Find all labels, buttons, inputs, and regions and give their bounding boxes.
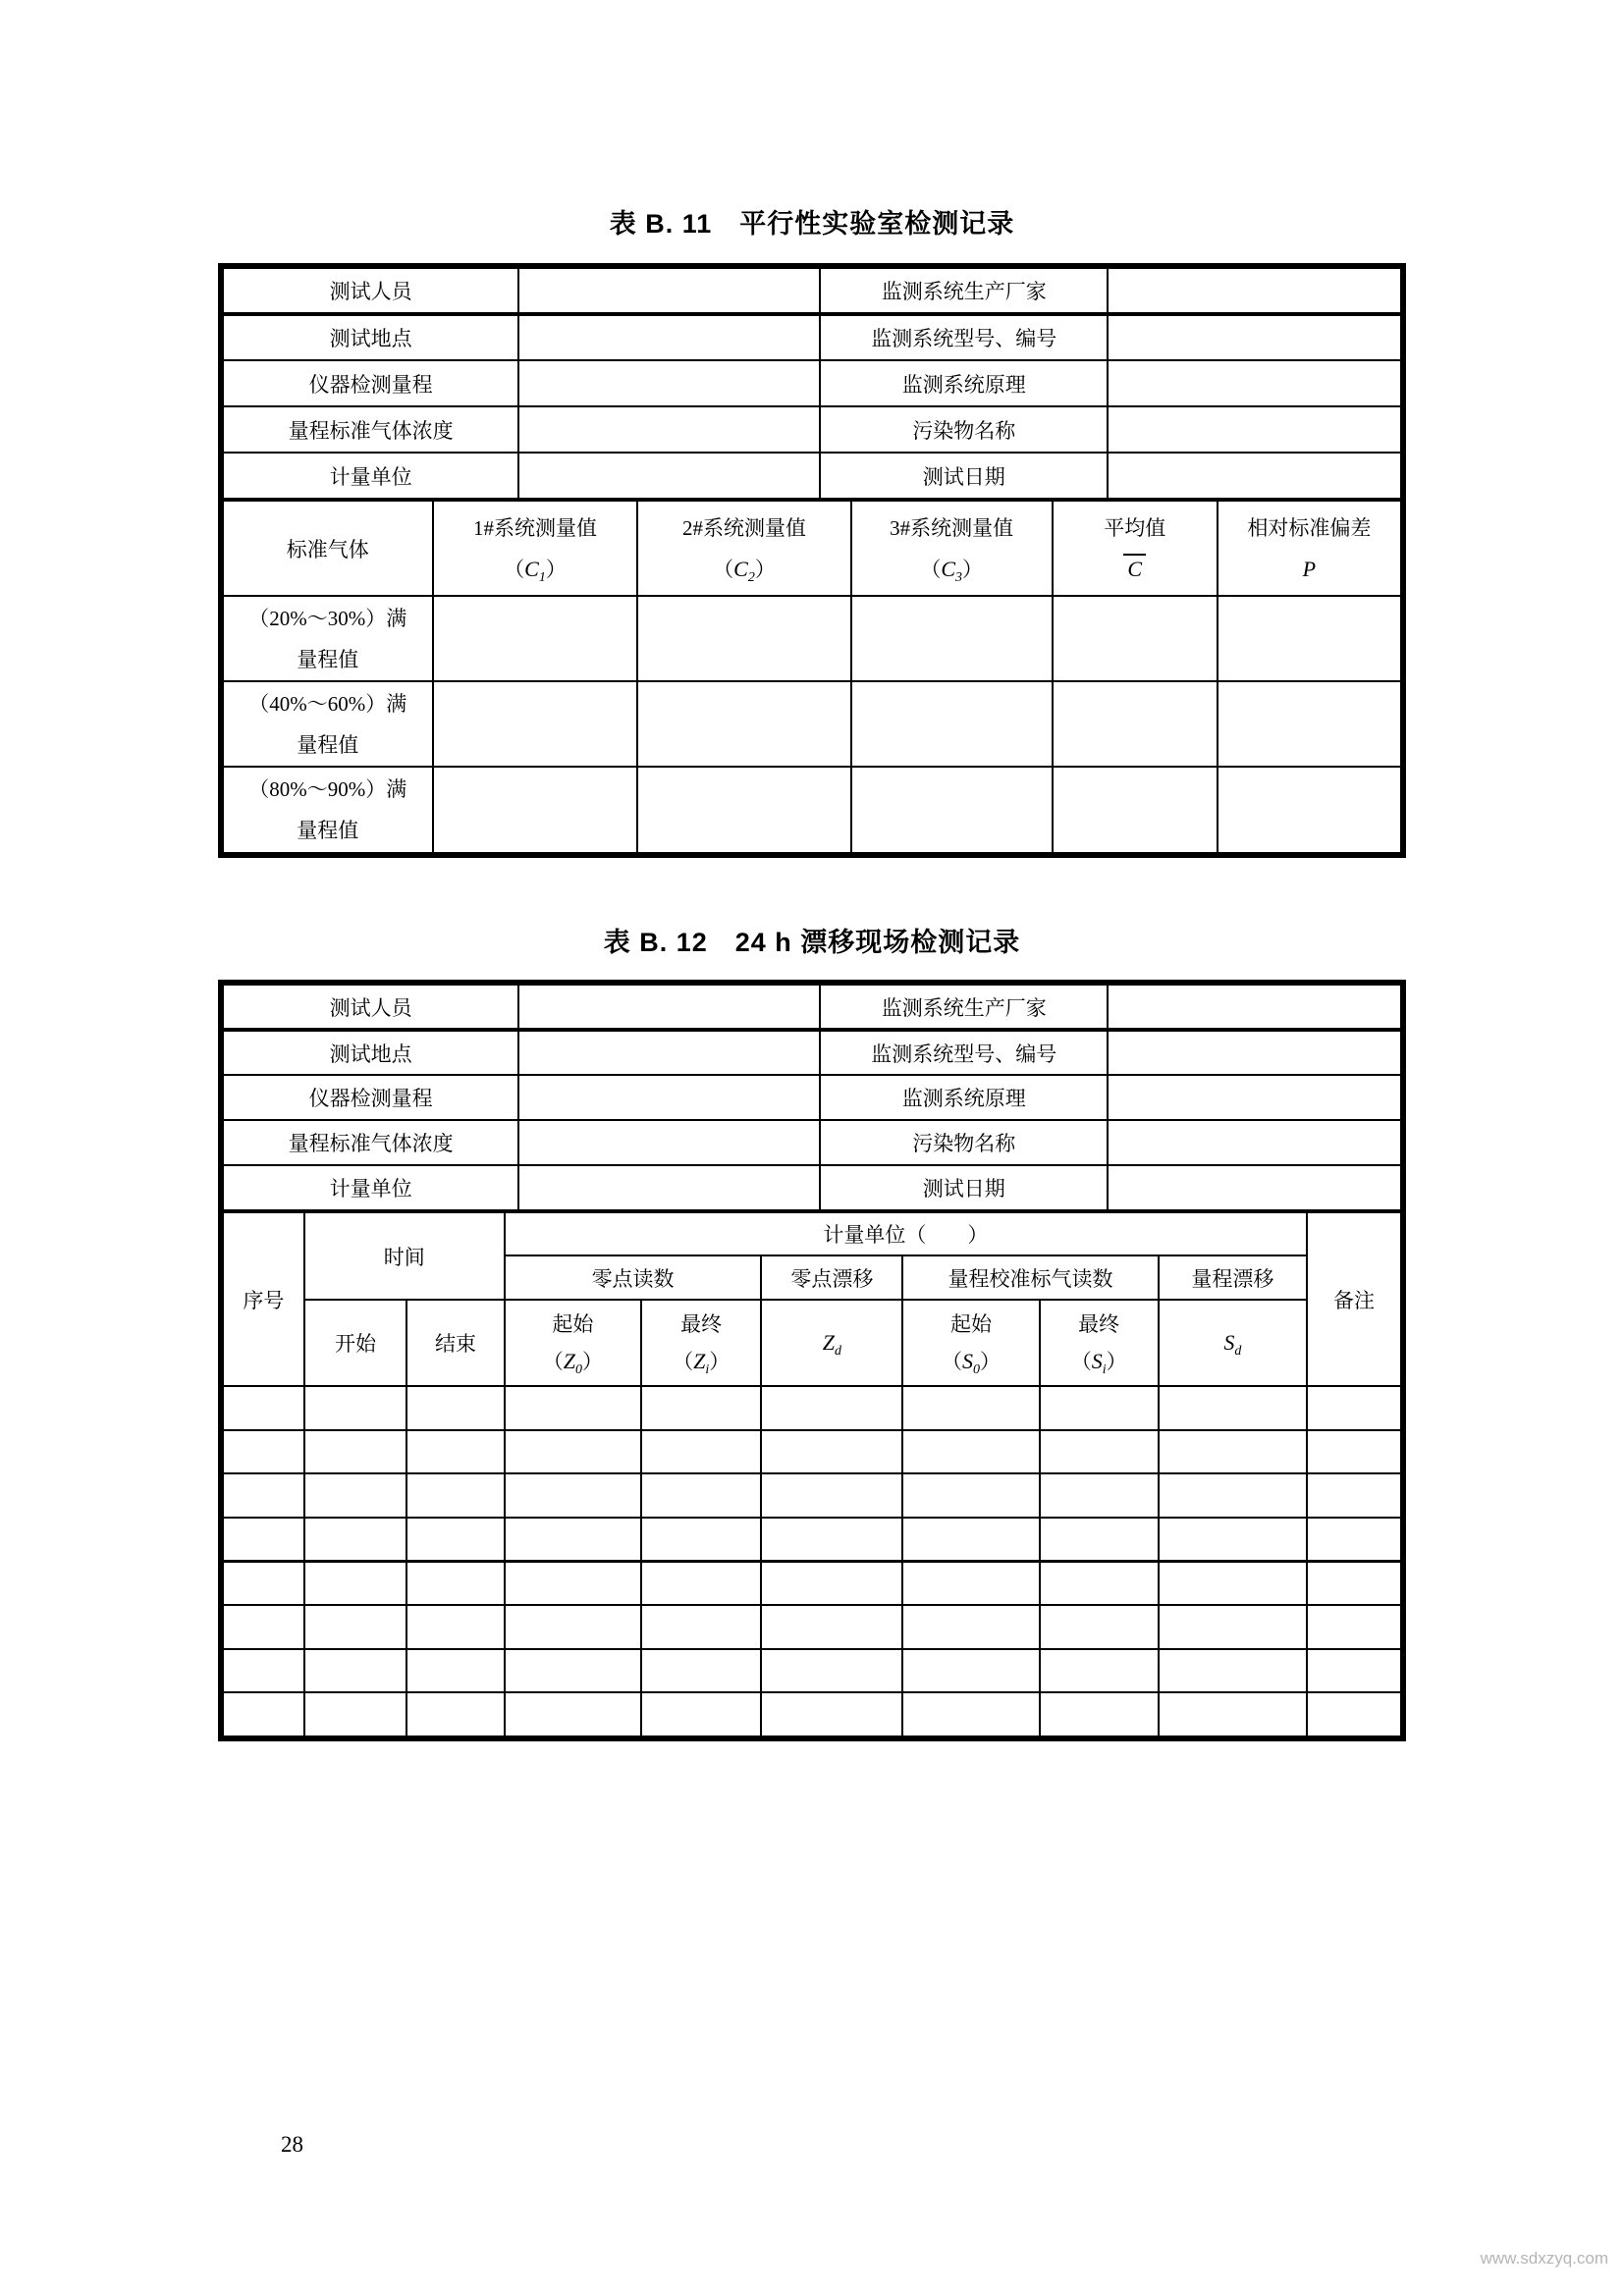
table-row xyxy=(223,1030,1401,1075)
empty-cell xyxy=(505,1649,641,1693)
empty-cell xyxy=(505,1473,641,1518)
empty-cell xyxy=(406,1649,505,1693)
empty-cell xyxy=(304,1561,406,1605)
info-value-cell xyxy=(518,1165,820,1210)
info-value-cell xyxy=(518,268,820,314)
empty-cell xyxy=(223,1561,304,1605)
empty-cell xyxy=(505,1561,641,1605)
info-label-cell: 测试日期 xyxy=(820,1165,1108,1210)
empty-cell xyxy=(1307,1473,1401,1518)
header-cell-time: 时间 xyxy=(304,1212,505,1300)
empty-cell xyxy=(637,596,850,681)
empty-cell xyxy=(505,1386,641,1430)
info-label-cell: 仪器检测量程 xyxy=(223,360,518,406)
empty-cell xyxy=(902,1518,1039,1562)
header-cell-remark: 备注 xyxy=(1307,1212,1401,1386)
empty-cell xyxy=(1040,1605,1159,1649)
empty-cell xyxy=(641,1605,761,1649)
empty-cell xyxy=(304,1605,406,1649)
empty-cell xyxy=(223,1649,304,1693)
empty-cell xyxy=(637,681,850,767)
empty-cell xyxy=(1053,596,1218,681)
empty-cell xyxy=(1053,681,1218,767)
info-label-cell: 监测系统原理 xyxy=(820,1075,1108,1120)
empty-cell xyxy=(641,1692,761,1736)
empty-cell xyxy=(1040,1692,1159,1736)
range-label-cell: （20%～30%）满 量程值 xyxy=(223,596,433,681)
empty-cell xyxy=(223,1386,304,1430)
info-value-cell xyxy=(1108,314,1401,360)
empty-cell xyxy=(1307,1518,1401,1562)
header-cell-standard-gas: 标准气体 xyxy=(223,501,433,596)
header-cell-time-start: 开始 xyxy=(304,1300,406,1386)
table-row xyxy=(223,1605,1401,1649)
header-cell-sd: $S_d$ xyxy=(1159,1300,1307,1386)
empty-cell xyxy=(1159,1561,1307,1605)
empty-cell xyxy=(1307,1692,1401,1736)
info-label-cell: 仪器检测量程 xyxy=(223,1075,518,1120)
info-label-cell: 监测系统原理 xyxy=(820,360,1108,406)
empty-cell xyxy=(1053,767,1218,853)
empty-cell xyxy=(304,1473,406,1518)
empty-cell xyxy=(223,1692,304,1736)
header-cell-sys1: 1#系统测量值 $(C_1)$ xyxy=(433,501,638,596)
info-value-cell xyxy=(518,453,820,499)
info-label-cell: 量程标准气体浓度 xyxy=(223,406,518,453)
empty-cell xyxy=(1159,1430,1307,1474)
table-row xyxy=(223,1120,1401,1165)
empty-cell xyxy=(406,1692,505,1736)
table-row xyxy=(223,767,1401,853)
table-b11-info-section xyxy=(222,267,1402,500)
empty-cell xyxy=(902,1561,1039,1605)
header-cell-zd: $Z_d$ xyxy=(761,1300,902,1386)
table-row xyxy=(223,596,1401,681)
info-value-cell xyxy=(1108,453,1401,499)
empty-cell xyxy=(304,1386,406,1430)
empty-cell xyxy=(433,767,638,853)
empty-cell xyxy=(406,1605,505,1649)
header-cell-s0: 起始 $(S_0)$ xyxy=(902,1300,1039,1386)
header-cell-si: 最终 $(S_i)$ xyxy=(1040,1300,1159,1386)
empty-cell xyxy=(1307,1386,1401,1430)
empty-cell xyxy=(433,596,638,681)
info-value-cell xyxy=(1108,1075,1401,1120)
empty-cell xyxy=(1159,1649,1307,1693)
table-row xyxy=(223,1075,1401,1120)
empty-cell xyxy=(902,1473,1039,1518)
info-value-cell xyxy=(1108,406,1401,453)
empty-cell xyxy=(641,1430,761,1474)
empty-cell xyxy=(1040,1473,1159,1518)
table-row xyxy=(223,985,1401,1030)
info-value-cell xyxy=(1108,1165,1401,1210)
empty-cell xyxy=(761,1518,902,1562)
empty-cell xyxy=(641,1649,761,1693)
info-label-cell: 污染物名称 xyxy=(820,406,1108,453)
range-label-cell: （40%～60%）满 量程值 xyxy=(223,681,433,767)
info-label-cell: 监测系统型号、编号 xyxy=(820,1030,1108,1075)
info-label-cell: 测试人员 xyxy=(223,985,518,1030)
empty-cell xyxy=(761,1473,902,1518)
range-label-cell: （80%～90%）满 量程值 xyxy=(223,767,433,853)
info-label-cell: 测试地点 xyxy=(223,314,518,360)
table-b11-main-section xyxy=(222,500,1402,854)
header-cell-time-end: 结束 xyxy=(406,1300,505,1386)
empty-cell xyxy=(641,1561,761,1605)
empty-cell xyxy=(1040,1430,1159,1474)
info-value-cell xyxy=(518,406,820,453)
empty-cell xyxy=(1159,1605,1307,1649)
empty-cell xyxy=(761,1649,902,1693)
empty-cell xyxy=(406,1518,505,1562)
empty-cell xyxy=(761,1386,902,1430)
table-row xyxy=(223,406,1401,453)
table-b11 xyxy=(218,263,1406,858)
header-cell-sys2: 2#系统测量值 $(C_2)$ xyxy=(637,501,850,596)
empty-cell xyxy=(761,1605,902,1649)
info-label-cell: 计量单位 xyxy=(223,453,518,499)
info-value-cell xyxy=(1108,360,1401,406)
empty-cell xyxy=(406,1473,505,1518)
empty-cell xyxy=(505,1692,641,1736)
empty-cell xyxy=(505,1430,641,1474)
empty-cell xyxy=(304,1649,406,1693)
info-value-cell xyxy=(518,314,820,360)
header-cell-unit: 计量单位（ ） xyxy=(505,1212,1307,1255)
empty-cell xyxy=(223,1430,304,1474)
info-label-cell: 计量单位 xyxy=(223,1165,518,1210)
empty-cell xyxy=(902,1605,1039,1649)
empty-cell xyxy=(851,596,1053,681)
empty-cell xyxy=(304,1430,406,1474)
header-cell-rsd: 相对标准偏差 P xyxy=(1218,501,1401,596)
empty-cell xyxy=(223,1605,304,1649)
info-value-cell xyxy=(1108,985,1401,1030)
info-label-cell: 监测系统生产厂家 xyxy=(820,985,1108,1030)
info-label-cell: 测试日期 xyxy=(820,453,1108,499)
empty-cell xyxy=(505,1605,641,1649)
table-row xyxy=(223,1473,1401,1518)
empty-cell xyxy=(1307,1605,1401,1649)
table-header-row xyxy=(223,501,1401,596)
empty-cell xyxy=(304,1692,406,1736)
table-row xyxy=(223,1692,1401,1736)
table-row xyxy=(223,360,1401,406)
empty-cell xyxy=(1218,767,1401,853)
table-row xyxy=(223,1649,1401,1693)
table-row xyxy=(223,268,1401,314)
c-bar-symbol: C xyxy=(1123,554,1146,582)
empty-cell xyxy=(1307,1430,1401,1474)
empty-cell xyxy=(902,1692,1039,1736)
table-row xyxy=(223,453,1401,499)
empty-cell xyxy=(406,1386,505,1430)
empty-cell xyxy=(406,1561,505,1605)
table-b11-title: 表 B. 11 平行性实验室检测记录 xyxy=(609,209,1015,239)
table-row xyxy=(223,681,1401,767)
watermark: www.sdxzyq.com xyxy=(1480,2249,1608,2268)
empty-cell xyxy=(902,1649,1039,1693)
empty-cell xyxy=(902,1430,1039,1474)
table-row xyxy=(223,1430,1401,1474)
empty-cell xyxy=(223,1518,304,1562)
empty-cell xyxy=(1159,1518,1307,1562)
empty-cell xyxy=(641,1473,761,1518)
table-row xyxy=(223,1386,1401,1430)
empty-cell xyxy=(1218,681,1401,767)
info-value-cell xyxy=(518,985,820,1030)
empty-cell xyxy=(761,1561,902,1605)
table-row xyxy=(223,314,1401,360)
empty-cell xyxy=(1040,1649,1159,1693)
empty-cell xyxy=(761,1692,902,1736)
empty-cell xyxy=(1159,1692,1307,1736)
empty-cell xyxy=(1307,1561,1401,1605)
empty-cell xyxy=(1040,1518,1159,1562)
empty-cell xyxy=(304,1518,406,1562)
empty-cell xyxy=(637,767,850,853)
header-cell-sys3: 3#系统测量值 $(C_3)$ xyxy=(851,501,1053,596)
page-number: 28 xyxy=(281,2132,303,2157)
table-b12-body xyxy=(223,1386,1401,1736)
header-cell-average: 平均值 C xyxy=(1053,501,1218,596)
empty-cell xyxy=(851,767,1053,853)
info-value-cell xyxy=(1108,1120,1401,1165)
table-row xyxy=(223,1561,1401,1605)
header-cell-z0: 起始 $(Z_0)$ xyxy=(505,1300,641,1386)
info-label-cell: 监测系统型号、编号 xyxy=(820,314,1108,360)
table-b12-title: 表 B. 12 24 h 漂移现场检测记录 xyxy=(603,928,1021,957)
empty-cell xyxy=(641,1518,761,1562)
header-cell-span-reading: 量程校准标气读数 xyxy=(902,1255,1158,1300)
empty-cell xyxy=(1307,1649,1401,1693)
info-label-cell: 监测系统生产厂家 xyxy=(820,268,1108,314)
empty-cell xyxy=(1159,1386,1307,1430)
table-row xyxy=(223,1518,1401,1562)
info-value-cell xyxy=(518,1120,820,1165)
info-value-cell xyxy=(1108,1030,1401,1075)
header-cell-span-drift: 量程漂移 xyxy=(1159,1255,1307,1300)
table-b12 xyxy=(218,980,1406,1741)
info-label-cell: 测试地点 xyxy=(223,1030,518,1075)
empty-cell xyxy=(1040,1386,1159,1430)
header-cell-zero-reading: 零点读数 xyxy=(505,1255,762,1300)
table-header-row xyxy=(223,1212,1401,1255)
empty-cell xyxy=(223,1473,304,1518)
empty-cell xyxy=(761,1430,902,1474)
header-cell-zi: 最终 $(Z_i)$ xyxy=(641,1300,761,1386)
info-value-cell xyxy=(1108,268,1401,314)
table-header-row xyxy=(223,1300,1401,1386)
empty-cell xyxy=(433,681,638,767)
empty-cell xyxy=(851,681,1053,767)
info-value-cell xyxy=(518,360,820,406)
empty-cell xyxy=(1040,1561,1159,1605)
empty-cell xyxy=(406,1430,505,1474)
header-cell-zero-drift: 零点漂移 xyxy=(761,1255,902,1300)
info-label-cell: 测试人员 xyxy=(223,268,518,314)
info-value-cell xyxy=(518,1030,820,1075)
empty-cell xyxy=(902,1386,1039,1430)
info-value-cell xyxy=(518,1075,820,1120)
empty-cell xyxy=(1218,596,1401,681)
table-b12-info-section xyxy=(222,984,1402,1211)
info-label-cell: 污染物名称 xyxy=(820,1120,1108,1165)
empty-cell xyxy=(1159,1473,1307,1518)
table-row xyxy=(223,1165,1401,1210)
header-cell-seq: 序号 xyxy=(223,1212,304,1386)
empty-cell xyxy=(505,1518,641,1562)
info-label-cell: 量程标准气体浓度 xyxy=(223,1120,518,1165)
empty-cell xyxy=(641,1386,761,1430)
table-b12-grid-section xyxy=(222,1211,1402,1737)
